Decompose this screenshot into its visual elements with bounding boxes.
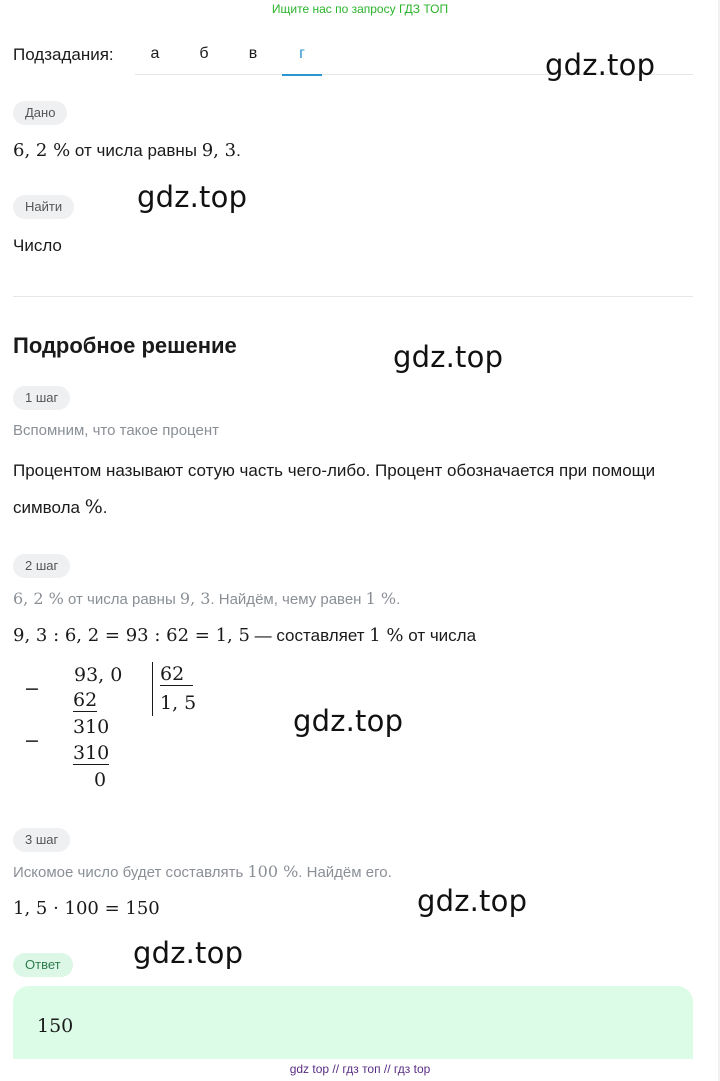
watermark: gdz.top [417,884,528,918]
step3-hint-math: 100 % [247,862,299,881]
step3-hint-start: Искомое число будет составлять [13,864,248,881]
step3-eq-math: 1, 5 · 100 = 150 [13,898,160,919]
top-banner[interactable]: Ищите нас по запросу ГДЗ ТОП [271,2,449,16]
step3-hint-end: . Найдём его. [298,864,392,881]
step1-para-text: Процентом называют сотую часть чего-либо. Процент обозначается при помощи символа [13,461,656,517]
answer-box [13,986,693,1059]
division-bracket [152,662,153,716]
watermark: gdz.top [545,48,656,82]
step2-eq-math: 9, 3 : 6, 2 = 93 : 62 = 1, 5 [13,625,250,646]
step3-pill: 3 шаг [13,828,70,852]
step2-eq-math2: 1 % [369,625,404,646]
given-text [13,140,241,161]
given-math-value: 9, 3 [201,140,237,161]
division-minus: − [24,730,40,752]
given-text-mid: от числа равны [70,141,202,160]
tab-v[interactable]: в [248,45,258,62]
solution-title: Подробное решение [13,333,237,358]
footer-links[interactable]: gdz top // гдз топ // гдз top [289,1062,431,1076]
step2-hint-math2: 9, 3 [179,589,211,608]
step2-hint-mid2: . Найдём, чему равен [210,591,366,608]
step2-eq-mid: — составляет [249,626,370,645]
step1-pill: 1 шаг [13,386,70,410]
given-text-end: . [236,141,241,160]
step2-equation [13,625,476,646]
division-divisor: 62 [160,663,193,686]
subtasks-label: Подзадания: [13,45,114,64]
step2-hint-mid: от числа равны [63,591,180,608]
step1-hint: Вспомним, что такое процент [13,422,219,439]
step2-hint-math1: 6, 2 % [13,589,64,608]
step2-hint-math3: 1 % [365,589,397,608]
division-quotient: 1, 5 [160,692,197,714]
find-text: Число [13,236,62,255]
step3-hint [13,862,392,881]
division-remainder: 310 [73,716,110,738]
division-dividend: 93, 0 [74,664,123,686]
percent-symbol: % [84,496,103,518]
watermark: gdz.top [137,180,248,214]
step1-para-end: . [102,498,108,517]
step2-hint-end: . [396,591,401,608]
watermark: gdz.top [133,936,244,970]
division-subtrahend: 62 [73,689,98,711]
tab-b[interactable]: б [199,45,209,62]
answer-value: 150 [37,1015,74,1037]
watermark: gdz.top [293,704,404,738]
tab-a[interactable]: а [150,45,160,62]
division-subtrahend: 310 [73,742,110,764]
given-pill: Дано [13,101,67,125]
division-minus: − [24,678,40,700]
given-math-percent: 6, 2 % [13,140,71,161]
step2-pill: 2 шаг [13,554,70,578]
step2-eq-end: от числа [403,626,477,645]
watermark: gdz.top [393,340,504,374]
find-pill: Найти [13,195,74,219]
answer-pill: Ответ [13,953,73,977]
division-remainder: 0 [94,769,107,791]
step3-equation [13,898,160,919]
step2-hint [13,589,400,608]
step1-paragraph [13,453,673,526]
tab-g[interactable]: г [282,45,322,76]
section-divider [13,296,693,297]
long-division [20,660,220,795]
